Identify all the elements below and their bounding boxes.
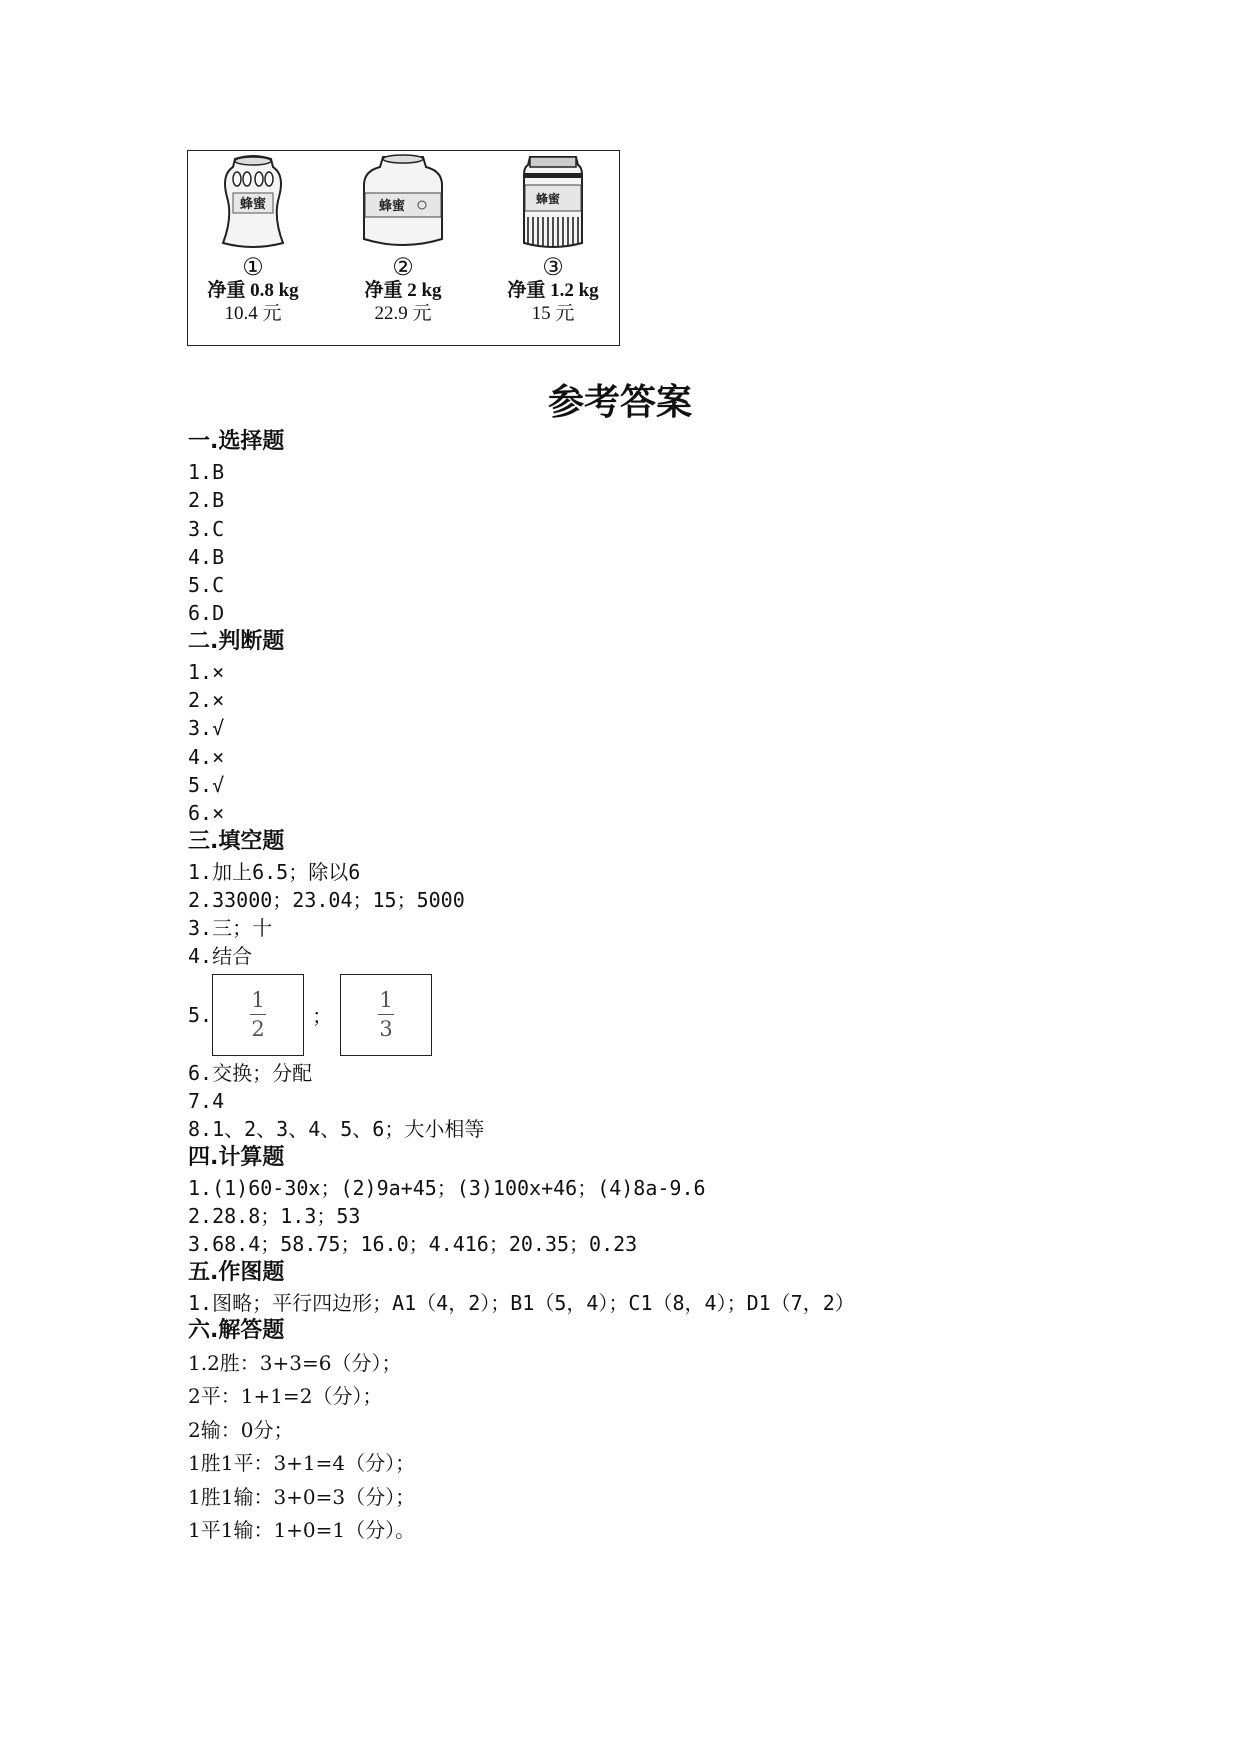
- answer-line: 5.√: [188, 772, 225, 797]
- answer-line: 1.图略；平行四边形；A1（4，2）；B1（5，4）；C1（8，4）；D1（7，2）: [188, 1290, 855, 1315]
- answer-line: 2平：1+1=2（分）；: [188, 1384, 383, 1409]
- section-heading-fill-blank: 三.填空题: [188, 828, 285, 854]
- answer-line: 2.33000；23.04；15；5000: [188, 887, 465, 912]
- answer-line: 1.2胜：3+3=6（分）；: [188, 1350, 402, 1375]
- jar-3-price: 15 元: [531, 303, 575, 324]
- fraction-box-one-half: [212, 974, 304, 1056]
- answer-line: 4.结合: [188, 944, 253, 969]
- answer-line: 7.4: [188, 1089, 225, 1114]
- jar-1-label: 蜂蜜: [239, 197, 267, 212]
- fraction-bar: [378, 1014, 394, 1015]
- honey-jar-1-image: [213, 153, 293, 253]
- answer-line: 1.加上6.5；除以6: [188, 859, 361, 884]
- honey-jars-figure: [187, 150, 620, 346]
- answer-prefix: 5.: [188, 1002, 213, 1027]
- jar-1: [188, 153, 318, 343]
- answer-line: 2.×: [188, 688, 225, 713]
- fraction-bar: [250, 1014, 266, 1015]
- answer-line: 8.1、2、3、4、5、6；大小相等: [188, 1117, 485, 1142]
- answer-line: 3.68.4；58.75；16.0；4.416；20.35；0.23: [188, 1232, 638, 1257]
- answer-line: 2.28.8；1.3；53: [188, 1203, 361, 1228]
- section-heading-calculation: 四.计算题: [188, 1144, 285, 1170]
- fraction-denominator: 3: [379, 1017, 393, 1042]
- answer-line: 3.√: [188, 716, 225, 741]
- answer-separator: ；: [312, 1004, 333, 1029]
- section-heading-solutions: 六.解答题: [188, 1317, 285, 1343]
- answer-line: 1胜1输：3+0=3（分）；: [188, 1484, 416, 1509]
- jar-1-number: ①: [242, 253, 264, 281]
- jar-2-weight: 净重 2 kg: [364, 280, 442, 301]
- page-title: 参考答案: [547, 382, 692, 423]
- fraction-numerator: 1: [251, 988, 265, 1013]
- section-heading-judgement: 二.判断题: [188, 628, 285, 654]
- answer-line-fractions: [188, 971, 1188, 1059]
- answer-line: 1.×: [188, 659, 225, 684]
- jar-2-number: ②: [392, 253, 414, 281]
- answer-line: 3.三；十: [188, 916, 273, 941]
- section-heading-drawing: 五.作图题: [188, 1259, 285, 1285]
- answer-line: 6.D: [188, 601, 225, 626]
- answer-line: 1.B: [188, 460, 225, 484]
- jar-3: [488, 153, 618, 343]
- jar-2-price: 22.9 元: [374, 303, 432, 324]
- answer-key: [188, 428, 1188, 1548]
- jar-1-price: 10.4 元: [224, 303, 282, 324]
- jar-3-weight: 净重 1.2 kg: [507, 280, 599, 301]
- answer-line: 4.×: [188, 744, 225, 769]
- jar-2-label: 蜂蜜: [378, 199, 406, 214]
- honey-jar-3-image: [518, 153, 588, 253]
- fraction-numerator: 1: [379, 988, 393, 1013]
- answer-line: 4.B: [188, 544, 225, 569]
- jar-3-label: 蜂蜜: [535, 192, 561, 206]
- answer-line: 6.交换；分配: [188, 1060, 313, 1085]
- answer-line: 2.B: [188, 488, 225, 513]
- section-heading-choice: 一.选择题: [188, 429, 285, 454]
- jar-1-weight: 净重 0.8 kg: [207, 280, 299, 301]
- answer-line: 1.(1)60-30x；(2)9a+45；(3)100x+46；(4)8a-9.6: [188, 1175, 706, 1200]
- answer-line: 1平1输：1+0=1（分）。: [188, 1518, 416, 1543]
- fraction-denominator: 2: [251, 1017, 265, 1042]
- answer-line: 3.C: [188, 516, 225, 541]
- jar-2: [338, 153, 468, 343]
- honey-jar-2-image: [358, 153, 448, 253]
- answer-line: 2输：0分；: [188, 1417, 294, 1442]
- answer-line: 1胜1平：3+1=4（分）；: [188, 1451, 416, 1476]
- answer-line: 6.×: [188, 801, 225, 826]
- answer-line: 5.C: [188, 573, 225, 598]
- jar-3-number: ③: [542, 253, 564, 281]
- fraction-box-one-third: [340, 974, 432, 1056]
